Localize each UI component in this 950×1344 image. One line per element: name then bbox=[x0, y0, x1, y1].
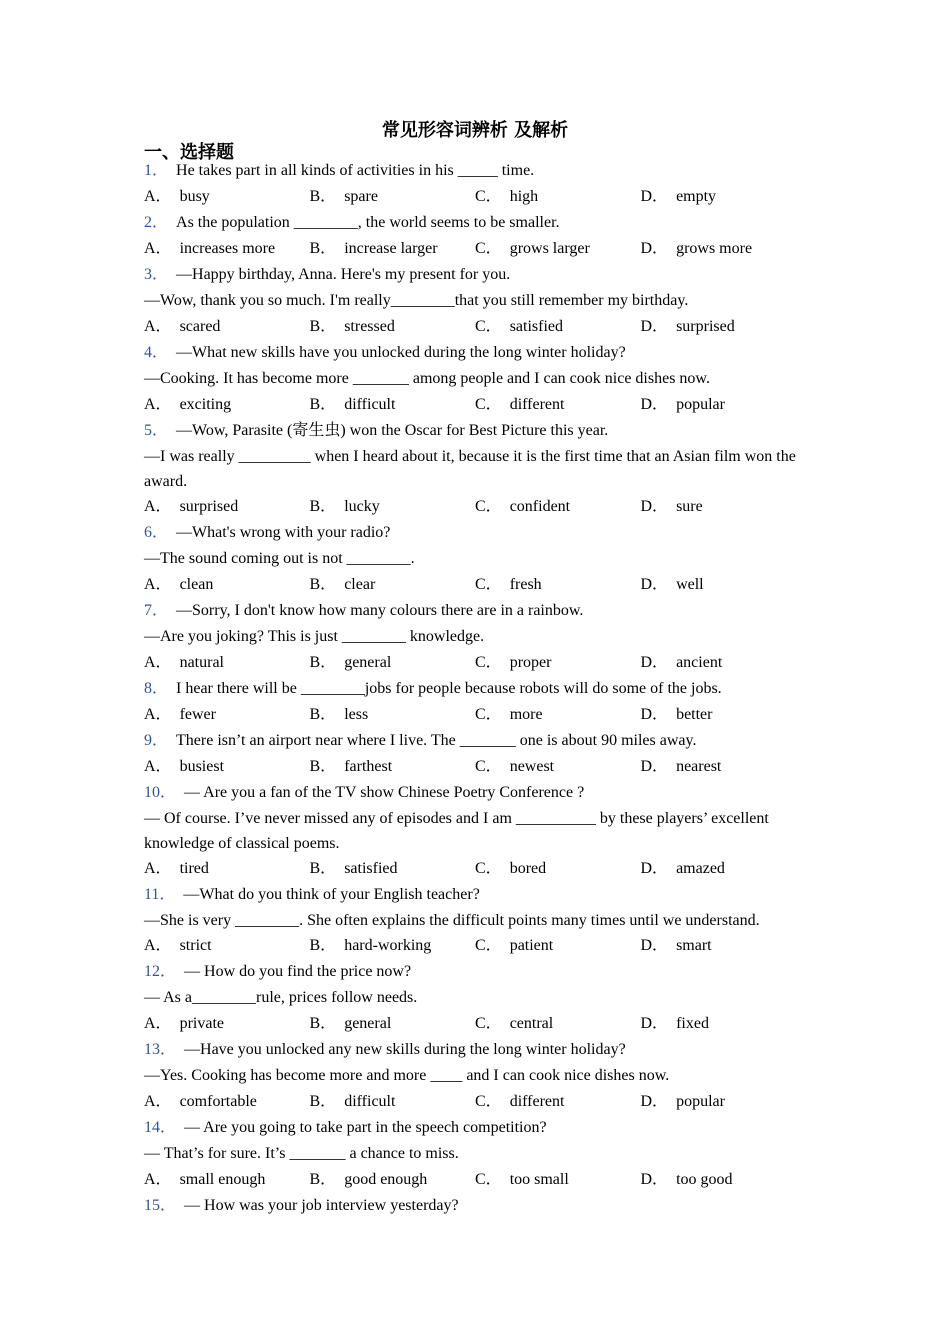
option-text: smart bbox=[676, 937, 712, 954]
question-number: 7． bbox=[144, 602, 169, 619]
option-b[interactable] bbox=[310, 494, 476, 520]
question-number: 9． bbox=[144, 732, 169, 749]
option-letter: D． bbox=[640, 1015, 669, 1032]
option-letter: D． bbox=[640, 1171, 669, 1188]
option-letter: B． bbox=[309, 937, 337, 954]
question-number: 10． bbox=[144, 784, 177, 801]
question-stem bbox=[144, 340, 809, 366]
options-row bbox=[144, 933, 809, 959]
option-text: different bbox=[509, 1093, 565, 1110]
option-letter: A． bbox=[144, 396, 172, 413]
option-text: amazed bbox=[676, 860, 725, 877]
option-a[interactable] bbox=[144, 184, 310, 210]
question-text: —Wow, thank you so much. I'm really________that you still remember my birthday. bbox=[144, 292, 689, 309]
option-letter: D． bbox=[640, 860, 669, 877]
question-stem bbox=[144, 728, 809, 754]
option-c[interactable] bbox=[475, 494, 641, 520]
question-stem bbox=[144, 158, 809, 184]
option-letter: D． bbox=[640, 576, 669, 593]
option-b[interactable] bbox=[310, 650, 476, 676]
option-letter: C． bbox=[475, 706, 502, 723]
option-b[interactable] bbox=[310, 1167, 476, 1193]
option-text: small enough bbox=[179, 1171, 266, 1188]
option-letter: A． bbox=[144, 654, 172, 671]
option-text: busiest bbox=[179, 758, 225, 775]
option-d[interactable] bbox=[641, 650, 807, 676]
option-d[interactable] bbox=[641, 702, 807, 728]
options-row bbox=[144, 754, 809, 780]
question-stem bbox=[144, 418, 809, 444]
option-a[interactable] bbox=[144, 702, 310, 728]
option-letter: B． bbox=[309, 318, 337, 335]
option-d[interactable] bbox=[641, 1089, 807, 1115]
option-letter: C． bbox=[475, 396, 502, 413]
option-text: fresh bbox=[509, 576, 542, 593]
question-line bbox=[144, 908, 809, 933]
question-text: —What's wrong with your radio? bbox=[176, 524, 391, 541]
options-row bbox=[144, 856, 809, 882]
options-row bbox=[144, 702, 809, 728]
options-row bbox=[144, 1011, 809, 1037]
question-line bbox=[144, 1063, 809, 1089]
option-letter: D． bbox=[640, 498, 669, 515]
question-number: 2． bbox=[144, 214, 169, 231]
option-letter: B． bbox=[309, 706, 337, 723]
option-b[interactable] bbox=[310, 184, 476, 210]
option-text: good enough bbox=[344, 1171, 428, 1188]
option-a[interactable] bbox=[144, 494, 310, 520]
options-row bbox=[144, 572, 809, 598]
option-text: exciting bbox=[179, 396, 232, 413]
question-3 bbox=[144, 262, 809, 340]
question-text: I hear there will be ________jobs for people because robots will do some of the jobs. bbox=[176, 680, 722, 697]
option-letter: B． bbox=[309, 396, 337, 413]
option-letter: B． bbox=[309, 498, 337, 515]
option-letter: C． bbox=[475, 1015, 502, 1032]
question-number: 11． bbox=[144, 886, 176, 903]
option-text: nearest bbox=[676, 758, 722, 775]
option-letter: A． bbox=[144, 1171, 172, 1188]
options-row bbox=[144, 184, 809, 210]
option-text: natural bbox=[179, 654, 224, 671]
option-letter: C． bbox=[475, 1093, 502, 1110]
option-letter: A． bbox=[144, 318, 172, 335]
option-d[interactable] bbox=[641, 392, 807, 418]
question-text: —Cooking. It has become more _______ among people and I can cook nice dishes now. bbox=[144, 370, 710, 387]
question-line bbox=[144, 288, 809, 314]
option-text: general bbox=[344, 1015, 392, 1032]
option-text: strict bbox=[179, 937, 212, 954]
question-line bbox=[144, 546, 809, 572]
option-text: too good bbox=[676, 1171, 733, 1188]
option-text: central bbox=[509, 1015, 554, 1032]
option-letter: C． bbox=[475, 860, 502, 877]
question-stem bbox=[144, 210, 809, 236]
option-letter: D． bbox=[640, 706, 669, 723]
question-stem bbox=[144, 1115, 809, 1141]
option-letter: B． bbox=[309, 654, 337, 671]
option-text: proper bbox=[509, 654, 552, 671]
option-letter: C． bbox=[475, 498, 502, 515]
question-10 bbox=[144, 780, 809, 882]
option-b[interactable] bbox=[310, 314, 476, 340]
option-text: bored bbox=[509, 860, 547, 877]
question-text: —She is very ________. She often explains the difficult points many times until we understand. bbox=[144, 912, 760, 929]
options-row bbox=[144, 392, 809, 418]
option-text: high bbox=[509, 188, 539, 205]
question-8 bbox=[144, 676, 809, 728]
option-letter: A． bbox=[144, 188, 172, 205]
question-text: —The sound coming out is not ________. bbox=[144, 550, 415, 567]
question-13 bbox=[144, 1037, 809, 1115]
question-number: 12． bbox=[144, 963, 177, 980]
option-text: spare bbox=[344, 188, 378, 205]
question-line bbox=[144, 1141, 809, 1167]
option-b[interactable] bbox=[310, 754, 476, 780]
option-text: general bbox=[344, 654, 392, 671]
options-row bbox=[144, 1167, 809, 1193]
option-text: fewer bbox=[179, 706, 216, 723]
question-text: There isn’t an airport near where I live. The _______ one is about 90 miles away. bbox=[176, 732, 697, 749]
option-letter: B． bbox=[309, 1015, 337, 1032]
option-letter: A． bbox=[144, 498, 172, 515]
question-text: — How do you find the price now? bbox=[184, 963, 412, 980]
options-row bbox=[144, 314, 809, 340]
question-line bbox=[144, 806, 809, 856]
option-a[interactable] bbox=[144, 933, 310, 959]
option-text: well bbox=[676, 576, 704, 593]
option-letter: D． bbox=[640, 937, 669, 954]
page-title: 常见形容词辨析 及解析 bbox=[381, 120, 569, 141]
option-text: surprised bbox=[676, 318, 735, 335]
option-a[interactable] bbox=[144, 392, 310, 418]
option-text: ancient bbox=[676, 654, 723, 671]
question-text: —Yes. Cooking has become more and more ____ and I can cook nice dishes now. bbox=[144, 1067, 670, 1084]
option-text: increase larger bbox=[344, 240, 438, 257]
option-letter: D． bbox=[640, 188, 669, 205]
option-letter: C． bbox=[475, 188, 502, 205]
option-b[interactable] bbox=[310, 1089, 476, 1115]
option-a[interactable] bbox=[144, 236, 310, 262]
question-text: —Sorry, I don't know how many colours there are in a rainbow. bbox=[176, 602, 584, 619]
option-c[interactable] bbox=[475, 184, 641, 210]
option-letter: D． bbox=[640, 654, 669, 671]
option-letter: A． bbox=[144, 240, 172, 257]
option-letter: C． bbox=[475, 758, 502, 775]
option-text: lucky bbox=[344, 498, 380, 515]
question-number: 6． bbox=[144, 524, 169, 541]
option-a[interactable] bbox=[144, 856, 310, 882]
option-text: busy bbox=[179, 188, 210, 205]
option-letter: D． bbox=[640, 758, 669, 775]
option-c[interactable] bbox=[475, 1167, 641, 1193]
option-text: sure bbox=[676, 498, 703, 515]
option-d[interactable] bbox=[641, 572, 807, 598]
option-text: better bbox=[676, 706, 713, 723]
question-text: —I was really _________ when I heard about it, because it is the first time that an Asian film won the award. bbox=[144, 448, 796, 490]
section-heading: 一、选择题 bbox=[144, 142, 234, 163]
question-stem bbox=[144, 1037, 809, 1063]
option-text: tired bbox=[179, 860, 209, 877]
option-b[interactable] bbox=[310, 933, 476, 959]
option-b[interactable] bbox=[310, 702, 476, 728]
question-text: — Are you going to take part in the speech competition? bbox=[184, 1119, 547, 1136]
option-c[interactable] bbox=[475, 392, 641, 418]
option-text: stressed bbox=[344, 318, 395, 335]
option-d[interactable] bbox=[641, 236, 807, 262]
question-text: — How was your job interview yesterday? bbox=[184, 1197, 459, 1214]
option-c[interactable] bbox=[475, 754, 641, 780]
question-stem bbox=[144, 676, 809, 702]
option-text: hard-working bbox=[344, 937, 432, 954]
options-row bbox=[144, 236, 809, 262]
option-c[interactable] bbox=[475, 1089, 641, 1115]
option-b[interactable] bbox=[310, 236, 476, 262]
option-letter: A． bbox=[144, 758, 172, 775]
question-text: —Are you joking? This is just ________ knowledge. bbox=[144, 628, 485, 645]
option-letter: A． bbox=[144, 1015, 172, 1032]
question-list bbox=[144, 158, 809, 1219]
option-b[interactable] bbox=[310, 392, 476, 418]
options-row bbox=[144, 1089, 809, 1115]
question-9 bbox=[144, 728, 809, 780]
option-a[interactable] bbox=[144, 650, 310, 676]
option-text: clean bbox=[179, 576, 214, 593]
option-letter: D． bbox=[640, 396, 669, 413]
option-text: newest bbox=[509, 758, 555, 775]
option-c[interactable] bbox=[475, 236, 641, 262]
option-text: comfortable bbox=[179, 1093, 257, 1110]
option-letter: B． bbox=[309, 860, 337, 877]
option-d[interactable] bbox=[641, 1011, 807, 1037]
option-b[interactable] bbox=[310, 1011, 476, 1037]
options-row bbox=[144, 650, 809, 676]
option-letter: D． bbox=[640, 240, 669, 257]
option-a[interactable] bbox=[144, 572, 310, 598]
option-letter: B． bbox=[309, 758, 337, 775]
question-stem bbox=[144, 598, 809, 624]
question-text: —Wow, Parasite (寄生虫) won the Oscar for Best Picture this year. bbox=[176, 422, 609, 439]
option-d[interactable] bbox=[641, 933, 807, 959]
option-d[interactable] bbox=[641, 494, 807, 520]
question-number: 3． bbox=[144, 266, 169, 283]
option-text: difficult bbox=[344, 396, 396, 413]
question-12 bbox=[144, 959, 809, 1037]
option-letter: B． bbox=[309, 240, 337, 257]
option-letter: D． bbox=[640, 1093, 669, 1110]
option-text: private bbox=[179, 1015, 224, 1032]
option-letter: A． bbox=[144, 1093, 172, 1110]
option-text: patient bbox=[509, 937, 554, 954]
question-stem bbox=[144, 262, 809, 288]
option-text: satisfied bbox=[344, 860, 398, 877]
question-number: 13． bbox=[144, 1041, 177, 1058]
option-letter: B． bbox=[309, 1093, 337, 1110]
question-stem bbox=[144, 882, 809, 908]
question-line bbox=[144, 444, 809, 494]
question-text: — That’s for sure. It’s _______ a chance to miss. bbox=[144, 1145, 459, 1162]
option-d[interactable] bbox=[641, 856, 807, 882]
option-text: satisfied bbox=[509, 318, 564, 335]
question-2 bbox=[144, 210, 809, 262]
question-number: 8． bbox=[144, 680, 169, 697]
question-text: —What new skills have you unlocked during the long winter holiday? bbox=[176, 344, 626, 361]
question-stem bbox=[144, 780, 809, 806]
option-d[interactable] bbox=[641, 184, 807, 210]
question-line bbox=[144, 985, 809, 1011]
question-text: —Have you unlocked any new skills during the long winter holiday? bbox=[184, 1041, 626, 1058]
question-number: 4． bbox=[144, 344, 169, 361]
option-letter: C． bbox=[475, 654, 502, 671]
option-letter: A． bbox=[144, 860, 172, 877]
option-text: grows more bbox=[676, 240, 753, 257]
option-letter: C． bbox=[475, 318, 502, 335]
question-6 bbox=[144, 520, 809, 598]
option-text: empty bbox=[676, 188, 717, 205]
option-text: confident bbox=[509, 498, 571, 515]
question-stem bbox=[144, 520, 809, 546]
option-text: increases more bbox=[179, 240, 276, 257]
option-b[interactable] bbox=[310, 572, 476, 598]
option-a[interactable] bbox=[144, 1011, 310, 1037]
option-c[interactable] bbox=[475, 702, 641, 728]
question-text: As the population ________, the world seems to be smaller. bbox=[176, 214, 560, 231]
question-line bbox=[144, 366, 809, 392]
question-stem bbox=[144, 1193, 809, 1219]
option-text: scared bbox=[179, 318, 221, 335]
option-a[interactable] bbox=[144, 1167, 310, 1193]
question-number: 15． bbox=[144, 1197, 177, 1214]
option-text: popular bbox=[676, 396, 725, 413]
option-text: clear bbox=[344, 576, 376, 593]
question-text: — Of course. I’ve never missed any of episodes and I am __________ by these players’ excellent knowledge of classical poems. bbox=[144, 810, 769, 852]
question-15 bbox=[144, 1193, 809, 1219]
option-c[interactable] bbox=[475, 933, 641, 959]
question-text: —What do you think of your English teacher? bbox=[183, 886, 480, 903]
option-text: surprised bbox=[179, 498, 239, 515]
question-14 bbox=[144, 1115, 809, 1193]
option-c[interactable] bbox=[475, 1011, 641, 1037]
option-letter: C． bbox=[475, 576, 502, 593]
question-7 bbox=[144, 598, 809, 676]
option-text: more bbox=[509, 706, 543, 723]
option-letter: C． bbox=[475, 937, 502, 954]
option-c[interactable] bbox=[475, 572, 641, 598]
question-text: He takes part in all kinds of activities in his _____ time. bbox=[176, 162, 535, 179]
option-c[interactable] bbox=[475, 650, 641, 676]
option-letter: A． bbox=[144, 706, 172, 723]
option-a[interactable] bbox=[144, 754, 310, 780]
options-row bbox=[144, 494, 809, 520]
question-stem bbox=[144, 959, 809, 985]
option-a[interactable] bbox=[144, 1089, 310, 1115]
option-letter: C． bbox=[475, 1171, 502, 1188]
question-number: 14． bbox=[144, 1119, 177, 1136]
question-5 bbox=[144, 418, 809, 520]
option-text: difficult bbox=[344, 1093, 396, 1110]
option-d[interactable] bbox=[641, 754, 807, 780]
option-letter: D． bbox=[640, 318, 669, 335]
question-number: 1． bbox=[144, 162, 169, 179]
question-number: 5． bbox=[144, 422, 169, 439]
question-text: — Are you a fan of the TV show Chinese Poetry Conference ? bbox=[184, 784, 585, 801]
option-d[interactable] bbox=[641, 314, 807, 340]
option-letter: B． bbox=[309, 1171, 337, 1188]
option-d[interactable] bbox=[641, 1167, 807, 1193]
option-letter: C． bbox=[475, 240, 502, 257]
option-c[interactable] bbox=[475, 856, 641, 882]
option-text: fixed bbox=[676, 1015, 709, 1032]
question-text: —Happy birthday, Anna. Here's my present for you. bbox=[176, 266, 511, 283]
option-text: farthest bbox=[344, 758, 393, 775]
question-11 bbox=[144, 882, 809, 959]
option-text: different bbox=[509, 396, 565, 413]
question-line bbox=[144, 624, 809, 650]
option-a[interactable] bbox=[144, 314, 310, 340]
option-letter: B． bbox=[309, 576, 337, 593]
option-letter: A． bbox=[144, 937, 172, 954]
question-4 bbox=[144, 340, 809, 418]
option-text: popular bbox=[676, 1093, 725, 1110]
option-letter: A． bbox=[144, 576, 172, 593]
question-1 bbox=[144, 158, 809, 210]
option-b[interactable] bbox=[310, 856, 476, 882]
option-letter: B． bbox=[309, 188, 337, 205]
question-text: — As a________rule, prices follow needs. bbox=[144, 989, 418, 1006]
option-text: too small bbox=[509, 1171, 569, 1188]
option-text: grows larger bbox=[509, 240, 590, 257]
option-c[interactable] bbox=[475, 314, 641, 340]
option-text: less bbox=[344, 706, 369, 723]
